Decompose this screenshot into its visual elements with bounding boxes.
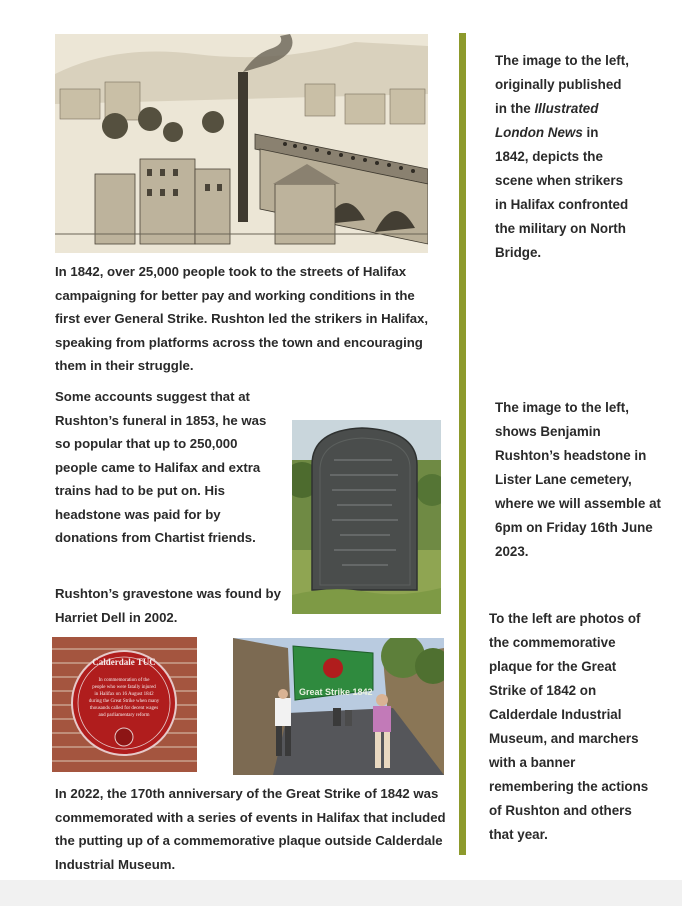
publication-name: Illustrated London News <box>495 101 599 140</box>
plaque-line: thousands called for decent wages <box>89 706 159 711</box>
engraving-caption <box>495 49 630 265</box>
plaque-header: Calderdale TUC <box>92 657 156 667</box>
marchers-banner-photo <box>233 638 444 775</box>
funeral-paragraph: Some accounts suggest that at Rushton’s funeral in 1853, he was so popular that up to 250,000 people came to Halifax and extra trains had to be put on. His headstone was paid for by donations from Chartist friends. <box>55 389 267 545</box>
gravestone-paragraph: Rushton’s gravestone was found by Harriet Dell in 2002. <box>55 586 281 625</box>
plaque-line: during the Great Strike when many <box>88 699 160 704</box>
plaque-line: people who were fatally injured <box>92 685 156 690</box>
banner-text: Great Strike 1842 <box>299 687 373 697</box>
headstone-caption: The image to the left, shows Benjamin Rushton’s headstone in Lister Lane cemetery, where we will assemble at 6pm on Friday 16th June 2023. <box>495 400 661 559</box>
plaque-line: and parliamentary reform <box>98 713 150 718</box>
page-footer-band <box>0 880 682 906</box>
commemorative-plaque-photo <box>52 637 197 772</box>
plaque-line: in Halifax on 16 August 1842 <box>94 692 154 697</box>
north-bridge-engraving <box>55 34 428 253</box>
rushton-headstone-photo <box>292 420 441 614</box>
caption-text: The image to the left, originally published in the <box>495 53 629 116</box>
column-divider <box>459 33 466 855</box>
caption-text: in 1842, depicts the scene when strikers in Halifax confronted the military on North Bridge. <box>495 125 629 260</box>
intro-paragraph: In 1842, over 25,000 people took to the streets of Halifax campaigning for better pay and working conditions in the first ever General Strike. Rushton led the strikers in Halifax, speaking from platforms across the town and encouraging them in their struggle. <box>55 264 429 373</box>
plaque-line: In commemoration of the <box>98 678 150 683</box>
photos-caption: To the left are photos of the commemorative plaque for the Great Strike of 1842 on Calderdale Industrial Museum, and marchers with a banner remembering the actions of Rushton and others that year. <box>489 611 649 842</box>
anniversary-paragraph: In 2022, the 170th anniversary of the Great Strike of 1842 was commemorated with a series of events in Halifax that included the putting up of a commemorative plaque outside Calderdale Industrial Museum. <box>55 786 446 872</box>
